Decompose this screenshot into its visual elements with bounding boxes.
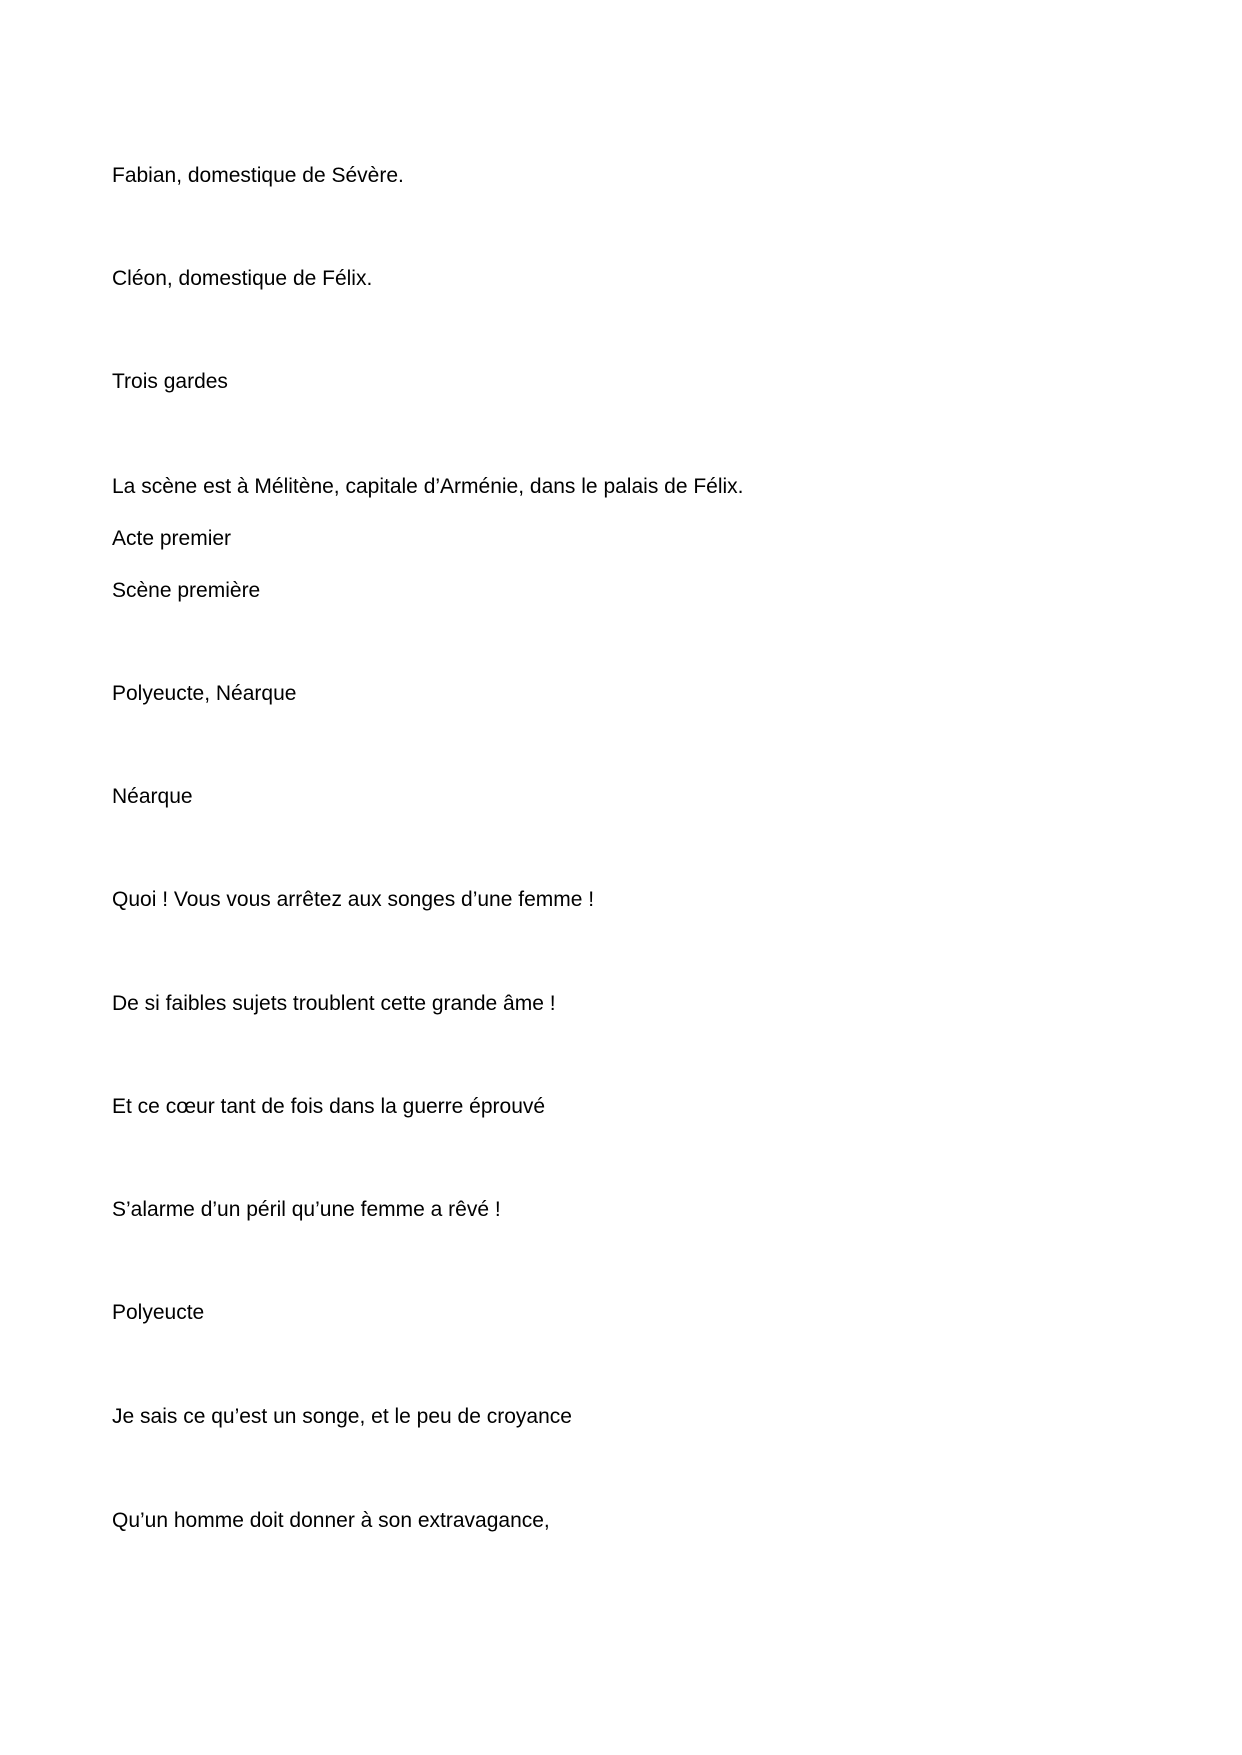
scene-heading: Scène première bbox=[112, 579, 261, 602]
scene-characters: Polyeucte, Néarque bbox=[112, 682, 297, 705]
setting-line: La scène est à Mélitène, capitale d’Arménie, dans le palais de Félix. bbox=[112, 475, 744, 498]
verse-line: Je sais ce qu’est un songe, et le peu de croyance bbox=[112, 1405, 572, 1428]
speaker-polyeucte: Polyeucte bbox=[112, 1301, 205, 1324]
act-heading: Acte premier bbox=[112, 527, 232, 550]
speaker-nearque: Néarque bbox=[112, 785, 193, 808]
cast-line-cleon: Cléon, domestique de Félix. bbox=[112, 267, 373, 290]
cast-line-gardes: Trois gardes bbox=[112, 370, 228, 393]
cast-line-fabian: Fabian, domestique de Sévère. bbox=[112, 164, 404, 187]
verse-line: Quoi ! Vous vous arrêtez aux songes d’une femme ! bbox=[112, 888, 595, 911]
verse-line: Qu’un homme doit donner à son extravagance, bbox=[112, 1509, 550, 1532]
verse-line: De si faibles sujets troublent cette grande âme ! bbox=[112, 992, 556, 1015]
verse-line: S’alarme d’un péril qu’une femme a rêvé ! bbox=[112, 1198, 501, 1221]
verse-line: Et ce cœur tant de fois dans la guerre éprouvé bbox=[112, 1095, 546, 1118]
